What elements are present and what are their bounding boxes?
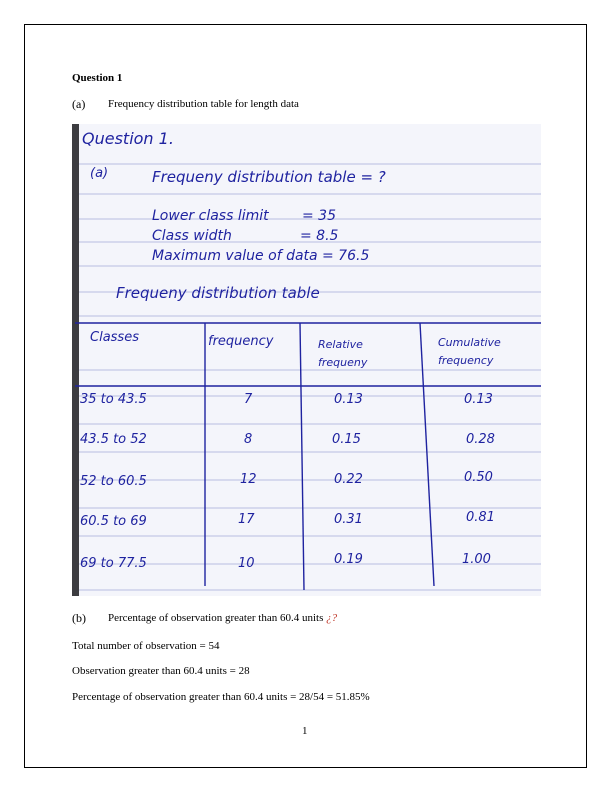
part-a-text: Frequency distribution table for length data [108, 98, 299, 110]
hw-line-label: Maximum value of data [152, 248, 318, 264]
hw-cell-class: 52 to 60.5 [80, 474, 147, 489]
hw-table-header: Relative frequeny [318, 338, 368, 369]
hw-table-header: frequency [208, 334, 274, 349]
hw-table-title: Frequeny distribution table [116, 284, 320, 302]
hw-table-header: Classes [90, 330, 139, 345]
hw-cell-class: 43.5 to 52 [80, 432, 147, 447]
hw-cell-relative: 0.13 [334, 392, 363, 407]
hw-line-value: = 76.5 [322, 248, 370, 264]
table-col-divider-2 [300, 323, 304, 590]
hw-line-value: = 8.5 [300, 228, 339, 244]
question-title: Question 1 [72, 72, 123, 84]
hw-cell-frequency: 8 [244, 432, 253, 447]
hw-cell-class: 60.5 to 69 [80, 514, 147, 529]
hw-cell-frequency: 12 [240, 472, 257, 487]
answer-total: Total number of observation = 54 [72, 640, 220, 652]
hw-cell-cumulative: 0.81 [466, 510, 495, 525]
hw-line-value: = 35 [302, 208, 336, 224]
answer-percentage: Percentage of observation greater than 60.4 units = 28/54 = 51.85% [72, 691, 370, 703]
hw-cell-frequency: 7 [244, 392, 253, 407]
part-b-text [108, 612, 337, 625]
hw-cell-relative: 0.22 [334, 472, 363, 487]
page-number: 1 [302, 725, 308, 737]
hw-cell-frequency: 17 [238, 512, 255, 527]
hw-line-label: Class width [152, 228, 232, 244]
hw-cell-cumulative: 1.00 [462, 552, 491, 567]
hw-cell-cumulative: 0.13 [464, 392, 493, 407]
hw-cell-relative: 0.31 [334, 512, 363, 527]
hw-table-header: Cumulative frequency [438, 336, 501, 367]
hw-sub-label: (a) [90, 166, 109, 181]
hw-cell-frequency: 10 [238, 556, 255, 571]
hw-cell-class: 35 to 43.5 [80, 392, 147, 407]
hw-cell-cumulative: 0.50 [464, 470, 493, 485]
hw-line-label: Lower class limit [152, 208, 269, 224]
hw-heading: Question 1. [82, 129, 174, 148]
hw-sub-text: Frequeny distribution table = ? [152, 168, 386, 186]
part-b-question: Percentage of observation greater than 60.4 units [108, 612, 324, 624]
part-b-label: (b) [72, 611, 86, 625]
hw-cell-relative: 0.15 [332, 432, 361, 447]
hw-cell-class: 69 to 77.5 [80, 556, 147, 571]
hw-cell-relative: 0.19 [334, 552, 363, 567]
part-b-mark: ¿? [326, 612, 338, 624]
answer-greater: Observation greater than 60.4 units = 28 [72, 665, 250, 677]
handwritten-notes-image [72, 124, 541, 596]
part-a-label: (a) [72, 97, 86, 111]
table-col-divider-3 [420, 323, 434, 586]
hw-cell-cumulative: 0.28 [466, 432, 495, 447]
